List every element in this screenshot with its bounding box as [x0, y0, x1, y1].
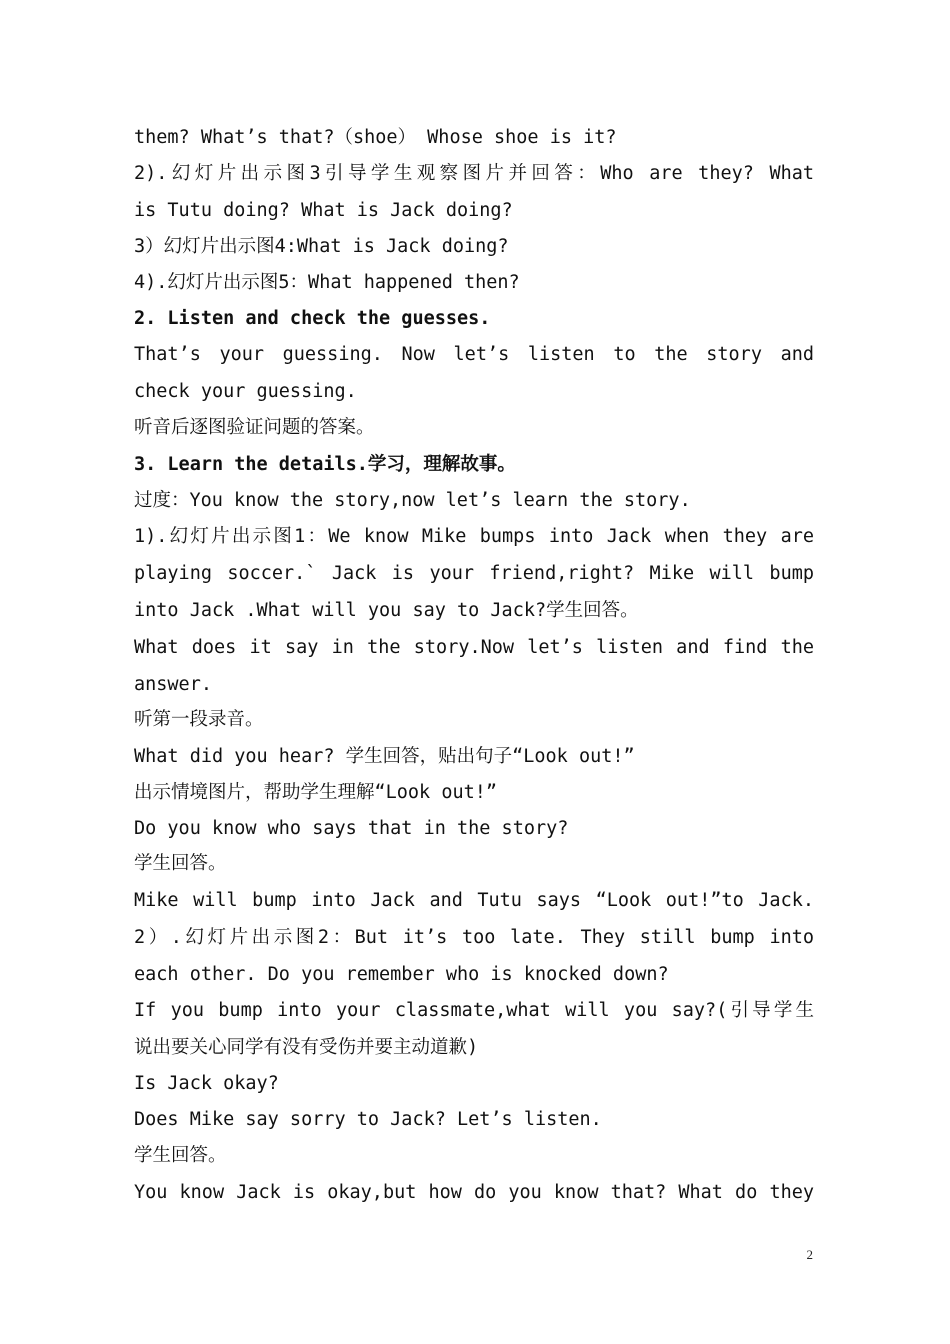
text-line: check your guessing.	[134, 381, 357, 402]
text-line: Does Mike say sorry to Jack? Let’s listen.	[134, 1109, 602, 1130]
text-line: is Tutu doing? What is Jack doing?	[134, 200, 513, 221]
text-line: If you bump into your classmate,what will you say?(引导学生	[134, 1000, 814, 1021]
text-line: 过度：You know the story,now let’s learn the story.	[134, 490, 691, 511]
text-line: answer.	[134, 674, 212, 695]
text-line: 说出要关心同学有没有受伤并要主动道歉)	[134, 1037, 479, 1058]
text-line: What did you hear? 学生回答，贴出句子“Look out!”	[134, 746, 635, 767]
text-line: Do you know who says that in the story?	[134, 818, 569, 839]
text-line: You know Jack is okay,but how do you know that? What do they	[134, 1182, 814, 1203]
text-line: 3）幻灯片出示图4:What is Jack doing?	[134, 236, 509, 257]
text-line: into Jack .What will you say to Jack?学生回答。	[134, 600, 639, 621]
text-line: 1).幻灯片出示图1：We know Mike bumps into Jack when they are	[134, 526, 814, 547]
page-number: 2	[806, 1247, 813, 1262]
text-line: 出示情境图片，帮助学生理解“Look out!”	[134, 782, 498, 803]
section-heading: 2. Listen and check the guesses.	[134, 308, 491, 329]
text-line: 听第一段录音。	[134, 709, 264, 730]
text-line: Is Jack okay?	[134, 1073, 279, 1094]
section-heading: 3. Learn the details.学习，理解故事。	[134, 454, 516, 475]
text-line: What does it say in the story.Now let’s listen and find the	[134, 637, 814, 658]
text-line: 学生回答。	[134, 853, 227, 874]
text-line: 2）.幻灯片出示图2：But it’s too late. They still bump into	[134, 927, 814, 948]
text-line: playing soccer.` Jack is your friend,right? Mike will bump	[134, 563, 814, 584]
text-line: That’s your guessing. Now let’s listen to the story and	[134, 344, 814, 365]
text-line: each other. Do you remember who is knocked down?	[134, 964, 669, 985]
text-line: them? What’s that?（shoe） Whose shoe is it?	[134, 127, 617, 148]
text-line: 4).幻灯片出示图5：What happened then?	[134, 272, 520, 293]
text-line: Mike will bump into Jack and Tutu says “Look out!”to Jack.	[134, 890, 814, 911]
text-line: 学生回答。	[134, 1145, 227, 1166]
text-line: 听音后逐图验证问题的答案。	[134, 417, 375, 438]
text-line: 2).幻灯片出示图3引导学生观察图片并回答：Who are they? What	[134, 163, 814, 184]
